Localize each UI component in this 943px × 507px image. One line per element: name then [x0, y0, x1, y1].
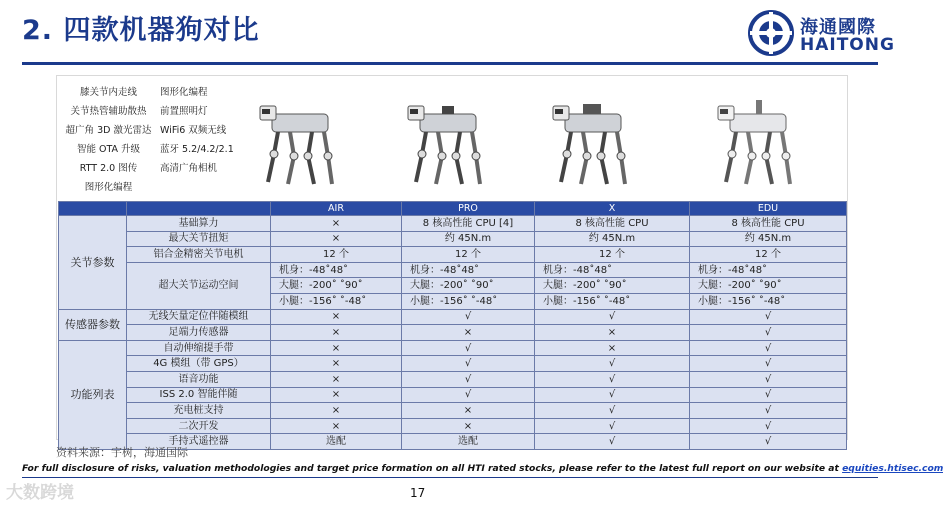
feature-row: 膝关节内走线 图形化编程: [79, 87, 208, 98]
table-row: 足端力传感器 × × × √: [59, 325, 847, 341]
haitong-logo-mark-icon: [748, 10, 794, 56]
feature-row: 超广角 3D 激光雷达 WiFi6 双频无线: [65, 125, 227, 136]
group-joint-params: 关节参数: [59, 216, 127, 310]
robot-dog-edu-image: [712, 86, 804, 196]
website-link[interactable]: equities.htisec.com: [842, 463, 943, 474]
feature-list: [59, 84, 259, 198]
logo-english: HAITONG: [800, 35, 895, 55]
header-x: X: [535, 202, 690, 216]
robot-dog-pro-image: [402, 86, 494, 196]
table-row: 最大关节扭矩 × 约 45N.m 约 45N.m 约 45N.m: [59, 231, 847, 247]
feature-row: 关节热管辅助散热 前置照明灯: [70, 106, 208, 117]
slide-title: 2. 四款机器狗对比: [22, 15, 260, 46]
group-sensor-params: 传感器参数: [59, 309, 127, 340]
table-row: 关节参数 基础算力 × 8 核高性能 CPU [4] 8 核高性能 CPU 8 核高性能 CPU: [59, 216, 847, 232]
table-row: 充电桩支持 × × √ √: [59, 403, 847, 419]
feature-row: RTT 2.0 图传 高清广角相机: [79, 163, 218, 174]
header-pro: PRO: [402, 202, 535, 216]
disclaimer: For full disclosure of risks, valuation methodologies and target price formation on all HTI rated stocks, please refer to the latest full report on our website at equities.htisec.com: [22, 463, 943, 474]
feature-row: 图形化编程: [84, 182, 133, 193]
table-row: ISS 2.0 智能伴随 × √ √ √: [59, 387, 847, 403]
robot-dog-air-image: [254, 86, 346, 196]
group-function-list: 功能列表: [59, 340, 127, 449]
table-row: 4G 模组（带 GPS） × √ √ √: [59, 356, 847, 372]
feature-row: 智能 OTA 升级 蓝牙 5.2/4.2/2.1: [76, 144, 234, 155]
title-divider: [22, 62, 878, 65]
table-row: 手持式遥控器 选配 选配 √ √: [59, 434, 847, 450]
table-row: 超大关节运动空间 机身：-48˚48˚ 机身：-48˚48˚ 机身：-48˚48˚ 机身：-48˚48˚: [59, 262, 847, 278]
header-blank: [127, 202, 271, 216]
table-row: 铝合金精密关节电机 12 个 12 个 12 个 12 个: [59, 247, 847, 263]
header-blank: [59, 202, 127, 216]
table-row: 功能列表 自动伸缩提手带 × √ × √: [59, 340, 847, 356]
header-air: AIR: [271, 202, 402, 216]
watermark: 大数跨境: [6, 483, 74, 503]
page-number: 17: [410, 486, 426, 500]
table-row: 小腿：-156˚ ˚-48˚ 小腿：-156˚ ˚-48˚ 小腿：-156˚ ˚-48˚ 小腿：-156˚ ˚-48˚: [59, 293, 847, 309]
source-note: 资料来源：宇树，海通国际: [56, 446, 188, 459]
table-header-row: [59, 202, 847, 216]
comparison-table: [58, 201, 847, 450]
robot-dog-x-image: [547, 86, 639, 196]
table-row: 语音功能 × √ √ √: [59, 371, 847, 387]
table-row: 二次开发 × × √ √: [59, 418, 847, 434]
header-edu: EDU: [690, 202, 847, 216]
table-row: 传感器参数 无线矢量定位伴随模组 × √ √ √: [59, 309, 847, 325]
comparison-panel: [56, 75, 848, 448]
table-row: 大腿：-200˚ ˚90˚ 大腿：-200˚ ˚90˚ 大腿：-200˚ ˚90˚ 大腿：-200˚ ˚90˚: [59, 278, 847, 294]
logo-chinese: 海通國際: [800, 17, 876, 38]
haitong-logo: [748, 8, 895, 58]
footer-divider: [22, 477, 878, 478]
